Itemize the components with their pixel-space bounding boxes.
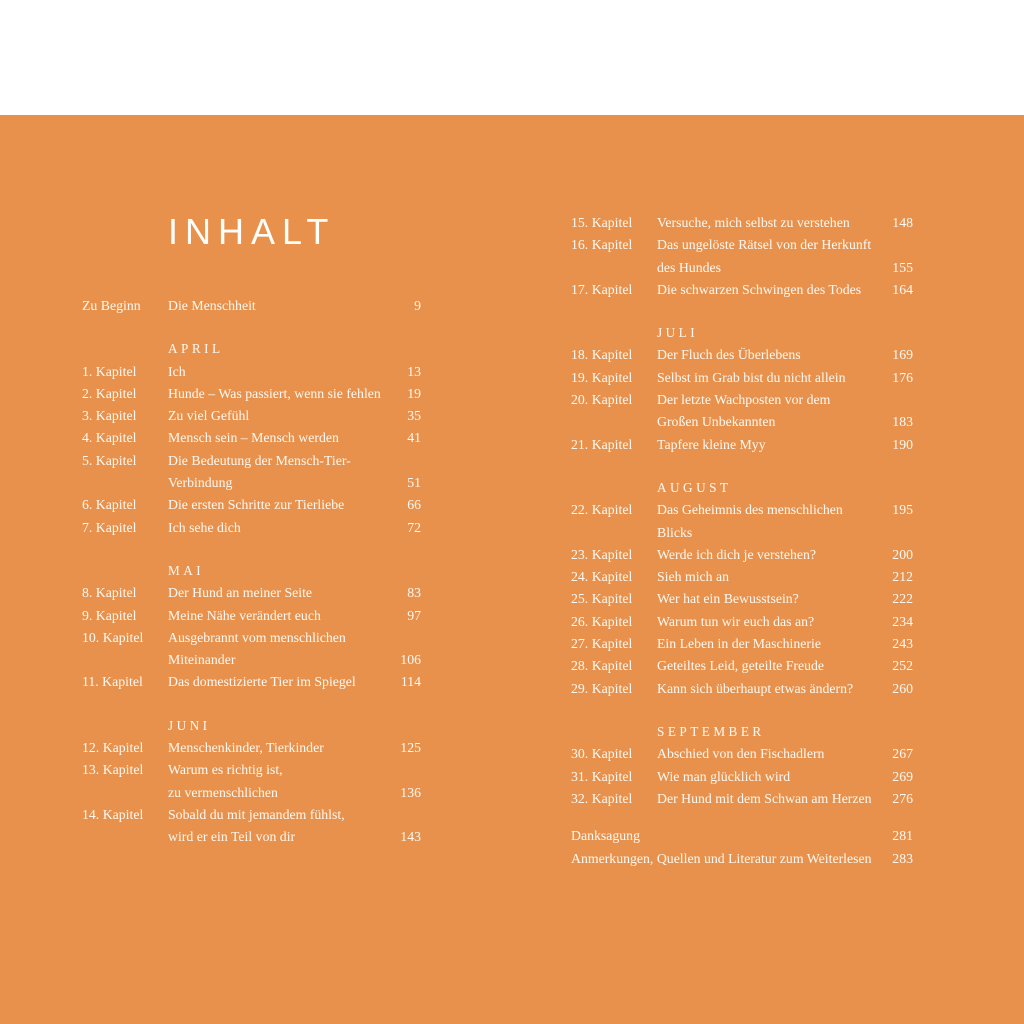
entry-title: Der Hund mit dem Schwan am Herzen — [657, 790, 872, 806]
toc-entry-line — [571, 234, 913, 256]
toc-footer-entry — [571, 848, 913, 871]
entry-title: Kann sich überhaupt etwas ändern? — [657, 680, 854, 696]
entry-label: 3. Kapitel — [82, 408, 137, 424]
toc-entry-line — [82, 804, 421, 826]
entry-page-number: 97 — [407, 607, 421, 623]
entry-label: 32. Kapitel — [571, 790, 633, 806]
entry-page-number: 51 — [407, 475, 421, 491]
month-heading: SEPTEMBER — [657, 723, 765, 739]
entry-page-number: 243 — [892, 636, 913, 652]
entry-label: 25. Kapitel — [571, 591, 633, 607]
entry-page-number: 114 — [400, 674, 421, 690]
toc-footer-right — [571, 825, 913, 871]
entry-title: Das Geheimnis des menschlichen Blicks — [657, 502, 843, 540]
toc-entry-line — [82, 517, 421, 539]
entry-label: 29. Kapitel — [571, 680, 633, 696]
entry-label: 1. Kapitel — [82, 363, 137, 379]
entry-title: Abschied von den Fischadlern — [657, 746, 825, 762]
page-top-margin — [0, 0, 1024, 115]
toc-entry-line — [571, 588, 913, 610]
entry-page-number: 190 — [892, 436, 913, 452]
entry-title: Der Hund an meiner Seite — [168, 585, 313, 601]
entry-title: des Hundes — [657, 259, 721, 275]
month-heading: APRIL — [168, 341, 224, 357]
month-heading: MAI — [168, 562, 205, 578]
toc-footer-entry — [571, 825, 913, 848]
entry-page-number: 267 — [892, 746, 913, 762]
entry-title: Hunde – Was passiert, wenn sie fehlen — [168, 385, 381, 401]
entry-page-number: 183 — [892, 414, 913, 430]
toc-entry-line — [82, 582, 421, 604]
entry-label: 10. Kapitel — [82, 629, 144, 645]
entry-label: 8. Kapitel — [82, 585, 137, 601]
footer-title: Danksagung — [571, 828, 640, 844]
toc-entry-line — [82, 782, 421, 804]
entry-title: Der letzte Wachposten vor dem — [657, 392, 831, 408]
toc-entry-line — [571, 367, 913, 389]
toc-entry-line — [571, 566, 913, 588]
entry-label: 11. Kapitel — [82, 674, 143, 690]
toc-entry-line — [82, 472, 421, 494]
entry-label: 15. Kapitel — [571, 215, 633, 230]
entry-title: Sieh mich an — [657, 569, 730, 585]
toc-entry-line — [571, 611, 913, 633]
entry-title: Wer hat ein Bewusstsein? — [657, 591, 799, 607]
entry-page-number: 66 — [407, 497, 421, 513]
toc-entry-line — [571, 257, 913, 279]
entry-label: 24. Kapitel — [571, 569, 633, 585]
toc-entry-line — [82, 295, 421, 317]
entry-label: 18. Kapitel — [571, 347, 633, 363]
entry-title: wird er ein Teil von dir — [168, 829, 296, 845]
entry-title: Miteinander — [168, 652, 236, 668]
entry-page-number: 234 — [892, 613, 913, 629]
toc-column-left — [82, 115, 421, 849]
entry-label: 23. Kapitel — [571, 546, 633, 562]
entry-page-number: 212 — [892, 569, 913, 585]
entry-page-number: 281 — [892, 828, 913, 844]
toc-entry-line — [82, 383, 421, 405]
entry-label: 9. Kapitel — [82, 607, 137, 623]
toc-blocks-right — [571, 212, 913, 810]
entry-page-number: 136 — [400, 784, 421, 800]
toc-entry-line — [82, 405, 421, 427]
entry-title: Ich — [168, 363, 186, 379]
toc-entry-line — [571, 389, 913, 411]
toc-entry-line — [571, 743, 913, 765]
toc-entry-line — [571, 678, 913, 700]
entry-title: Selbst im Grab bist du nicht allein — [657, 369, 846, 385]
entry-title: Die schwarzen Schwingen des Todes — [657, 281, 862, 297]
entry-page-number: 260 — [892, 680, 913, 696]
month-heading: AUGUST — [657, 479, 732, 495]
entry-title: Großen Unbekannten — [657, 414, 776, 430]
entry-title: zu vermenschlichen — [168, 784, 278, 800]
entry-title: Warum es richtig ist, — [168, 762, 283, 778]
entry-page-number: 276 — [892, 790, 913, 806]
entry-title: Mensch sein – Mensch werden — [168, 430, 339, 446]
entry-title: Ein Leben in der Maschinerie — [657, 636, 821, 652]
toc-entry-line — [571, 344, 913, 366]
toc-entry-line — [82, 649, 421, 671]
entry-page-number: 143 — [400, 829, 421, 845]
entry-title: Meine Nähe verändert euch — [168, 607, 321, 623]
entry-page-number: 13 — [407, 363, 421, 379]
entry-page-number: 283 — [892, 850, 913, 866]
toc-entry-line — [82, 627, 421, 649]
entry-label: 12. Kapitel — [82, 740, 144, 756]
toc-entry-line — [571, 633, 913, 655]
entry-label: 19. Kapitel — [571, 369, 633, 385]
entry-label: 20. Kapitel — [571, 392, 633, 408]
toc-entry-line — [82, 427, 421, 449]
toc-entry-line — [82, 759, 421, 781]
entry-title: Das ungelöste Rätsel von der Herkunft — [657, 237, 872, 253]
entry-page-number: 19 — [407, 385, 421, 401]
entry-page-number: 9 — [414, 298, 421, 313]
entry-title: Die Menschheit — [168, 298, 256, 313]
entry-label: 2. Kapitel — [82, 385, 137, 401]
entry-label: 21. Kapitel — [571, 436, 633, 452]
entry-page-number: 83 — [407, 585, 421, 601]
entry-title: Menschenkinder, Tierkinder — [168, 740, 324, 756]
toc-entry-line — [571, 499, 913, 544]
toc-entry-line — [571, 411, 913, 433]
entry-title: Werde ich dich je verstehen? — [657, 546, 817, 562]
entry-title: Die ersten Schritte zur Tierliebe — [168, 497, 345, 513]
toc-entry-line — [82, 826, 421, 848]
entry-label: 7. Kapitel — [82, 519, 137, 535]
toc-entry-line — [571, 788, 913, 810]
entry-page-number: 169 — [892, 347, 913, 363]
entry-label: 22. Kapitel — [571, 502, 633, 518]
entry-title: Tapfere kleine Myy — [657, 436, 766, 452]
entry-page-number: 155 — [892, 259, 913, 275]
page-title: INHALT — [168, 211, 336, 252]
entry-page-number: 35 — [407, 408, 421, 424]
entry-title: Zu viel Gefühl — [168, 408, 250, 424]
toc-entry-line — [82, 450, 421, 472]
entry-label: 16. Kapitel — [571, 237, 633, 253]
entry-page-number: 72 — [407, 519, 421, 535]
entry-page-number: 269 — [892, 768, 913, 784]
toc-entry-line — [571, 655, 913, 677]
entry-title: Der Fluch des Überlebens — [657, 347, 801, 363]
entry-page-number: 106 — [400, 652, 421, 668]
entry-label: 26. Kapitel — [571, 613, 633, 629]
entry-label: 30. Kapitel — [571, 746, 633, 762]
entry-title: Ich sehe dich — [168, 519, 241, 535]
entry-label: 4. Kapitel — [82, 430, 137, 446]
entry-label: 6. Kapitel — [82, 497, 137, 513]
entry-page-number: 200 — [892, 546, 913, 562]
entry-page-number: 222 — [892, 591, 913, 607]
entry-label: 14. Kapitel — [82, 806, 144, 822]
toc-column-right — [571, 115, 913, 871]
entry-title: Verbindung — [168, 475, 233, 491]
entry-page-number: 252 — [892, 658, 913, 674]
toc-entry-line — [82, 737, 421, 759]
toc-entry-line — [82, 671, 421, 693]
toc-entry-line — [82, 494, 421, 516]
entry-title: Warum tun wir euch das an? — [657, 613, 815, 629]
toc-entry-line — [82, 605, 421, 627]
footer-title: Anmerkungen, Quellen und Literatur zum Weiterlesen — [571, 850, 872, 866]
toc-entry-line — [82, 361, 421, 383]
entry-page-number: 41 — [407, 430, 421, 446]
entry-label: 31. Kapitel — [571, 768, 633, 784]
entry-title: Das domestizierte Tier im Spiegel — [168, 674, 356, 690]
toc-blocks-left — [82, 295, 421, 849]
toc-page — [0, 115, 1024, 1024]
entry-page-number: 148 — [892, 215, 913, 230]
entry-page-number: 195 — [892, 502, 913, 518]
entry-page-number: 125 — [400, 740, 421, 756]
entry-page-number: 176 — [892, 369, 913, 385]
entry-page-number: 164 — [892, 281, 913, 297]
entry-title: Versuche, mich selbst zu verstehen — [657, 215, 850, 230]
entry-title: Ausgebrannt vom menschlichen — [168, 629, 346, 645]
month-heading: JULI — [657, 325, 699, 341]
entry-title: Geteiltes Leid, geteilte Freude — [657, 658, 825, 674]
toc-entry-line — [571, 544, 913, 566]
toc-entry-line — [571, 212, 913, 234]
entry-title: Sobald du mit jemandem fühlst, — [168, 806, 345, 822]
toc-entry-line — [571, 279, 913, 301]
toc-entry-line — [571, 434, 913, 456]
entry-label: Zu Beginn — [82, 298, 141, 313]
toc-entry-line — [571, 766, 913, 788]
entry-title: Die Bedeutung der Mensch-Tier- — [168, 452, 351, 468]
entry-label: 17. Kapitel — [571, 281, 633, 297]
entry-label: 28. Kapitel — [571, 658, 633, 674]
month-heading: JUNI — [168, 717, 211, 733]
entry-label: 27. Kapitel — [571, 636, 633, 652]
entry-title: Wie man glücklich wird — [657, 768, 791, 784]
entry-label: 13. Kapitel — [82, 762, 144, 778]
entry-label: 5. Kapitel — [82, 452, 137, 468]
toc-columns — [0, 115, 1024, 871]
